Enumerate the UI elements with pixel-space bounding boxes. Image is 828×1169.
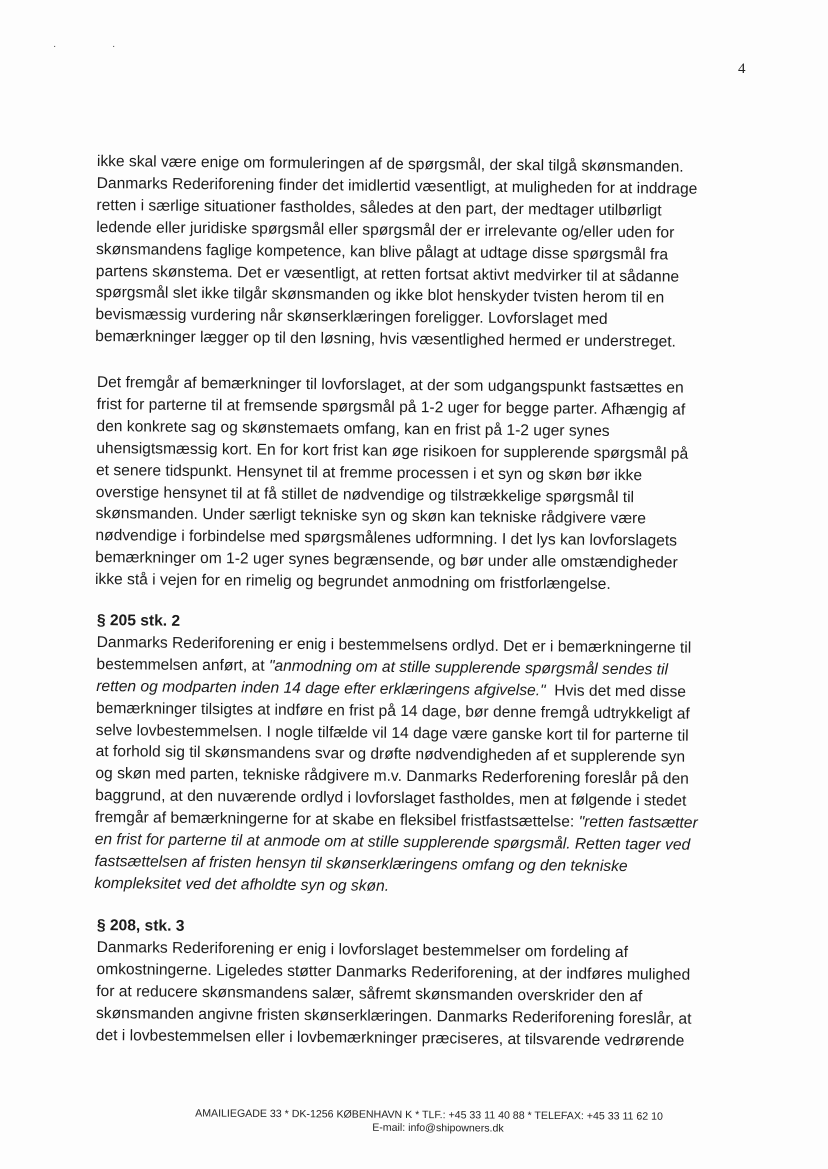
scan-speck-right: ·: [112, 41, 116, 52]
quoted-text: "anmodning om at stille supplerende spørgsmål sendes til: [268, 657, 669, 679]
paragraph-line: frist for parterne til at fremsende spørgsmål på 1-2 uger for begge parter. Afhængig af: [96, 395, 686, 419]
paragraph-line: skønsmandens faglige kompetence, kan blive pålagt at udtage disse spørgsmål fra: [95, 240, 669, 264]
paragraph-line: omkostningerne. Ligeledes støtter Danmarks Rederiforening, at der indføres mulighed: [96, 960, 691, 984]
paragraph-line: bemærkninger om 1-2 uger synes begrænsende, og bør under alle omstændigheder: [95, 549, 678, 572]
paragraph-line: et senere tidspunkt. Hensynet til at fremme processen i et syn og skøn bør ikke: [95, 461, 643, 484]
paragraph-line: at forhold sig til skønsmandens svar og drøfte nødvendigheden af et supplerende syn: [95, 743, 686, 767]
footer-address: AMAILIEGADE 33 * DK-1256 KØBENHAVN K * TLF.: +45 33 11 40 88 * TELEFAX: +45 33 11 62 10: [195, 1107, 663, 1123]
plain-text: bestemmelsen anført, at: [96, 655, 270, 675]
paragraph-line: ikke stå i vejen for en rimelig og begrundet anmodning om fristforlængelse.: [94, 571, 611, 594]
paragraph-line: bemærkninger lægger op til den løsning, hvis væsentlighed hermed er understreget.: [95, 328, 677, 351]
paragraph-line: skønsmanden. Under særligt tekniske syn og skøn kan tekniske rådgivere være: [95, 505, 647, 528]
quoted-text: "retten fastsætter: [578, 813, 698, 832]
plain-text: fremgår af bemærkningerne for at skabe en fleksibel fristfastsættelse:: [94, 809, 579, 831]
page-number: 4: [738, 61, 746, 77]
paragraph-line: Danmarks Rederiforening er enig i bestemmelsens ordlyd. Det er i bemærkningerne til: [96, 633, 692, 657]
paragraph-line: skønsmanden angivne fristen skønserklæringen. Danmarks Rederiforening foreslår, at: [95, 1004, 692, 1028]
plain-text: Hvis det med disse: [545, 682, 687, 701]
paragraph-line: for at reducere skønsmandens salær, såfremt skønsmanden overskrider den af: [96, 982, 643, 1005]
paragraph-question-formulation: [95, 151, 747, 354]
letterhead-footer: [0, 1106, 828, 1138]
paragraph-line: det i lovbestemmelsen eller i lovbemærkninger præciseres, at tilsvarende vedrørende: [95, 1026, 685, 1050]
footer-email: E-mail: info@shipowners.dk: [372, 1121, 504, 1135]
paragraph-line: bemærkninger tilsigtes at indføre en frist på 14 dage, bør denne fremgå udtrykkeligt af: [95, 699, 690, 723]
scan-speck-left: ·: [53, 41, 57, 52]
section-205-stk-2: [94, 610, 747, 901]
paragraph-line: nødvendige i forbindelse med spørgsmålenes udformning. I det lys kan lovforslagets: [95, 527, 678, 550]
section-heading: § 208, stk. 3: [96, 916, 185, 935]
section-208-stk-3: [96, 915, 747, 1053]
paragraph-line: bevismæssig vurdering når skønserklæringen foreligger. Lovforslaget med: [95, 306, 608, 329]
quoted-text: en frist for parterne til at anmode om at stille supplerende spørgsmål. Retten tager ved: [94, 831, 691, 854]
quoted-text: kompleksitet ved det afholdte syn og skøn.: [94, 874, 390, 895]
paragraph-line: overstige hensynet til at få stillet de nødvendige og tilstrækkelige spørgsmål til: [95, 483, 635, 506]
paragraph-line: uhensigtsmæssig kort. En for kort frist kan øge risikoen for supplerende spørgsmål på: [96, 439, 689, 463]
paragraph-line: Danmarks Rederiforening finder det imidlertid væsentligt, at muligheden for at inddrage: [96, 174, 698, 198]
paragraph-line: Det fremgår af bemærkninger til lovforslaget, at der som udgangspunkt fastsættes en: [96, 373, 684, 397]
paragraph-line: partens skønstema. Det er væsentligt, at retten fortsat aktivt medvirker til at sådanne: [95, 262, 680, 286]
quoted-text: retten og modparten inden 14 dage efter erklæringens afgivelse.": [96, 677, 546, 700]
paragraph-line: spørgsmål slet ikke tilgår skønsmanden og ikke blot henskyder tvisten herom til en: [95, 284, 665, 307]
paragraph-line: og skøn med parten, tekniske rådgivere m.v. Danmarks Rederforening foreslår på den: [95, 765, 689, 789]
paragraph-line: retten i særlige situationer fastholdes, således at den part, der medtager utilbørligt: [96, 196, 662, 220]
paragraph-line: baggrund, at den nuværende ordlyd i lovforslaget fastholdes, men at følgende i stedet: [95, 787, 687, 810]
paragraph-question-deadline: [95, 372, 747, 597]
paragraph-line: Danmarks Rederiforening er enig i lovforslaget bestemmelser om fordeling af: [96, 938, 629, 962]
paragraph-line: selve lovbestemmelsen. I nogle tilfælde vil 14 dage være ganske kort til for parterne til: [95, 721, 689, 745]
section-heading: § 205 stk. 2: [96, 611, 181, 630]
paragraph-line: ledende eller juridiske spørgsmål eller spørgsmål der er irrelevante og/eller uden for: [96, 218, 675, 242]
quoted-text: fastsættelsen af fristen hensyn til skønserklæringens omfang og den tekniske: [94, 852, 628, 876]
paragraph-line: ikke skal være enige om formuleringen af de spørgsmål, der skal tilgå skønsmanden.: [96, 152, 684, 176]
paragraph-line: den konkrete sag og skønstemaets omfang, kan en frist på 1-2 uger synes: [96, 417, 610, 440]
